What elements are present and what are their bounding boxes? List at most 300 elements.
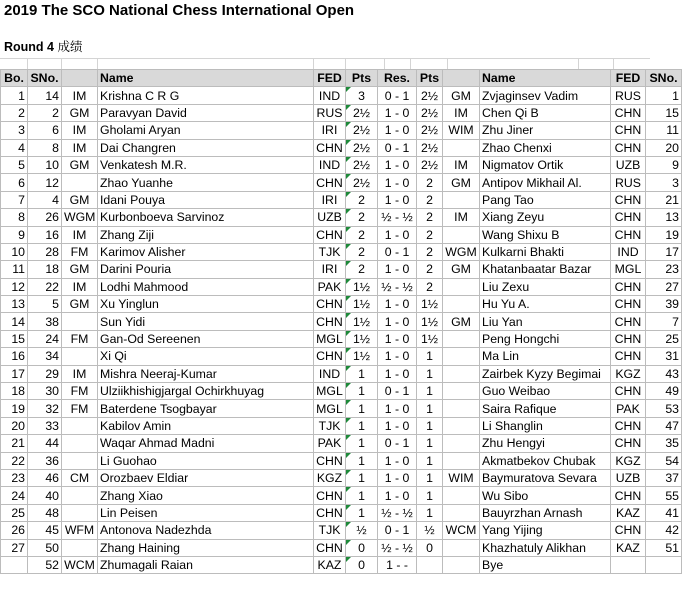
white-title-cell	[62, 504, 98, 521]
black-sno-cell: 9	[646, 156, 682, 173]
white-sno-cell: 46	[28, 469, 62, 486]
col-sno-black: SNo.	[646, 70, 682, 87]
white-name-cell: Antonova Nadezhda	[98, 522, 314, 539]
black-pts-cell	[417, 556, 443, 573]
black-title-cell	[443, 504, 480, 521]
white-name-cell: Ulziikhishigjargal Ochirkhuyag	[98, 383, 314, 400]
result-cell: 1 - 0	[378, 313, 417, 330]
col-title-black	[443, 70, 480, 87]
table-row	[1, 156, 682, 173]
result-cell: 1 - 0	[378, 296, 417, 313]
black-name-cell: Wang Shixu B	[480, 226, 611, 243]
black-name-cell: Li Shanglin	[480, 417, 611, 434]
black-name-cell: Yang Yijing	[480, 522, 611, 539]
white-sno-cell: 4	[28, 191, 62, 208]
black-pts-cell: 1½	[417, 313, 443, 330]
white-title-cell: FM	[62, 243, 98, 260]
black-pts-cell: 1½	[417, 296, 443, 313]
result-cell: ½ - ½	[378, 278, 417, 295]
white-title-cell	[62, 313, 98, 330]
white-fed-cell: TJK	[314, 243, 346, 260]
white-name-cell: Waqar Ahmad Madni	[98, 435, 314, 452]
table-row	[1, 139, 682, 156]
white-name-cell: Baterdene Tsogbayar	[98, 400, 314, 417]
result-cell: 0 - 1	[378, 522, 417, 539]
white-fed-cell: IRI	[314, 122, 346, 139]
white-pts-cell: 1½	[346, 313, 378, 330]
black-name-cell: Xiang Zeyu	[480, 209, 611, 226]
black-title-cell	[443, 191, 480, 208]
white-pts-cell: 0	[346, 556, 378, 573]
black-sno-cell: 23	[646, 261, 682, 278]
black-pts-cell: 2	[417, 226, 443, 243]
white-pts-cell: 1½	[346, 330, 378, 347]
table-row	[1, 87, 682, 104]
black-title-cell: WCM	[443, 522, 480, 539]
table-row	[1, 435, 682, 452]
black-title-cell: WIM	[443, 469, 480, 486]
col-sno-white: SNo.	[28, 70, 62, 87]
white-pts-cell: 3	[346, 87, 378, 104]
white-pts-cell: 1½	[346, 348, 378, 365]
result-cell: 0 - 1	[378, 435, 417, 452]
black-title-cell: GM	[443, 313, 480, 330]
board-number-cell: 16	[1, 348, 28, 365]
white-title-cell: IM	[62, 87, 98, 104]
black-name-cell: Ma Lin	[480, 348, 611, 365]
round-label: Round 4	[4, 40, 54, 54]
black-fed-cell: CHN	[611, 209, 646, 226]
black-pts-cell: 2	[417, 261, 443, 278]
black-sno-cell: 51	[646, 539, 682, 556]
white-pts-cell: 2	[346, 191, 378, 208]
white-fed-cell: RUS	[314, 104, 346, 121]
board-number-cell: 10	[1, 243, 28, 260]
white-name-cell: Darini Pouria	[98, 261, 314, 278]
black-sno-cell: 53	[646, 400, 682, 417]
result-cell: 1 - 0	[378, 156, 417, 173]
board-number-cell: 23	[1, 469, 28, 486]
table-row	[1, 469, 682, 486]
result-cell: 1 - 0	[378, 348, 417, 365]
white-fed-cell: PAK	[314, 278, 346, 295]
white-sno-cell: 44	[28, 435, 62, 452]
black-sno-cell: 1	[646, 87, 682, 104]
white-sno-cell: 14	[28, 87, 62, 104]
black-title-cell	[443, 452, 480, 469]
black-pts-cell: 1	[417, 383, 443, 400]
col-fed-white: FED	[314, 70, 346, 87]
result-cell: 1 - 0	[378, 330, 417, 347]
board-number-cell: 4	[1, 139, 28, 156]
black-pts-cell: 1	[417, 400, 443, 417]
black-name-cell: Zhao Chenxi	[480, 139, 611, 156]
black-name-cell: Kulkarni Bhakti	[480, 243, 611, 260]
white-title-cell: FM	[62, 330, 98, 347]
col-result: Res.	[378, 70, 417, 87]
black-pts-cell: 1	[417, 504, 443, 521]
white-title-cell	[62, 417, 98, 434]
black-fed-cell: KAZ	[611, 539, 646, 556]
pairings-body	[1, 87, 682, 574]
table-row	[1, 417, 682, 434]
black-sno-cell: 20	[646, 139, 682, 156]
black-sno-cell: 41	[646, 504, 682, 521]
white-fed-cell: IND	[314, 156, 346, 173]
result-cell: ½ - ½	[378, 209, 417, 226]
black-name-cell: Zairbek Kyzy Begimai	[480, 365, 611, 382]
board-number-cell: 27	[1, 539, 28, 556]
black-pts-cell: 2½	[417, 122, 443, 139]
result-cell: 1 - 0	[378, 104, 417, 121]
black-name-cell: Akmatbekov Chubak	[480, 452, 611, 469]
black-sno-cell: 17	[646, 243, 682, 260]
white-fed-cell: CHN	[314, 313, 346, 330]
white-name-cell: Gan-Od Sereenen	[98, 330, 314, 347]
black-name-cell: Liu Zexu	[480, 278, 611, 295]
white-name-cell: Orozbaev Eldiar	[98, 469, 314, 486]
result-cell: 1 - 0	[378, 174, 417, 191]
white-sno-cell: 22	[28, 278, 62, 295]
black-pts-cell: 2	[417, 243, 443, 260]
result-cell: ½ - ½	[378, 504, 417, 521]
table-row	[1, 191, 682, 208]
white-sno-cell: 34	[28, 348, 62, 365]
white-name-cell: Lin Peisen	[98, 504, 314, 521]
white-sno-cell: 28	[28, 243, 62, 260]
black-title-cell	[443, 226, 480, 243]
white-name-cell: Li Guohao	[98, 452, 314, 469]
black-pts-cell: 2½	[417, 156, 443, 173]
white-sno-cell: 12	[28, 174, 62, 191]
col-pts-white: Pts	[346, 70, 378, 87]
white-fed-cell: KGZ	[314, 469, 346, 486]
white-title-cell: IM	[62, 278, 98, 295]
black-title-cell: GM	[443, 174, 480, 191]
result-cell: 0 - 1	[378, 383, 417, 400]
black-fed-cell: KGZ	[611, 452, 646, 469]
white-pts-cell: 1	[346, 452, 378, 469]
white-fed-cell: CHN	[314, 452, 346, 469]
result-cell: 1 - 0	[378, 122, 417, 139]
white-pts-cell: 2½	[346, 174, 378, 191]
table-row	[1, 348, 682, 365]
round-suffix: 成绩	[57, 40, 83, 54]
white-sno-cell: 40	[28, 487, 62, 504]
white-name-cell: Paravyan David	[98, 104, 314, 121]
black-fed-cell: RUS	[611, 174, 646, 191]
white-pts-cell: 2	[346, 243, 378, 260]
table-row	[1, 296, 682, 313]
white-fed-cell: MGL	[314, 383, 346, 400]
board-number-cell: 14	[1, 313, 28, 330]
white-sno-cell: 6	[28, 122, 62, 139]
white-title-cell	[62, 174, 98, 191]
table-row	[1, 504, 682, 521]
black-name-cell: Bye	[480, 556, 611, 573]
black-name-cell: Zvjaginsev Vadim	[480, 87, 611, 104]
white-title-cell: IM	[62, 226, 98, 243]
result-cell: 1 - 0	[378, 487, 417, 504]
black-fed-cell: CHN	[611, 104, 646, 121]
black-pts-cell: 2	[417, 278, 443, 295]
table-row	[1, 226, 682, 243]
table-row	[1, 313, 682, 330]
black-sno-cell: 43	[646, 365, 682, 382]
white-name-cell: Lodhi Mahmood	[98, 278, 314, 295]
board-number-cell: 8	[1, 209, 28, 226]
black-fed-cell: CHN	[611, 522, 646, 539]
black-sno-cell: 49	[646, 383, 682, 400]
result-cell: 1 - 0	[378, 261, 417, 278]
black-pts-cell: 1	[417, 487, 443, 504]
black-title-cell	[443, 330, 480, 347]
white-title-cell	[62, 487, 98, 504]
col-name-black: Name	[480, 70, 611, 87]
col-title-white	[62, 70, 98, 87]
board-number-cell: 17	[1, 365, 28, 382]
white-sno-cell: 2	[28, 104, 62, 121]
table-row	[1, 400, 682, 417]
white-fed-cell: CHN	[314, 296, 346, 313]
black-fed-cell: CHN	[611, 348, 646, 365]
white-name-cell: Karimov Alisher	[98, 243, 314, 260]
white-name-cell: Krishna C R G	[98, 87, 314, 104]
black-sno-cell: 27	[646, 278, 682, 295]
white-fed-cell: MGL	[314, 400, 346, 417]
white-title-cell	[62, 452, 98, 469]
white-name-cell: Kurbonboeva Sarvinoz	[98, 209, 314, 226]
board-number-cell: 7	[1, 191, 28, 208]
black-fed-cell: CHN	[611, 417, 646, 434]
black-pts-cell: 2½	[417, 104, 443, 121]
black-title-cell	[443, 435, 480, 452]
black-fed-cell: CHN	[611, 383, 646, 400]
white-name-cell: Venkatesh M.R.	[98, 156, 314, 173]
white-sno-cell: 30	[28, 383, 62, 400]
table-row	[1, 556, 682, 573]
table-row	[1, 539, 682, 556]
white-name-cell: Zhang Xiao	[98, 487, 314, 504]
black-sno-cell: 47	[646, 417, 682, 434]
board-number-cell: 2	[1, 104, 28, 121]
table-row	[1, 104, 682, 121]
black-sno-cell: 35	[646, 435, 682, 452]
result-cell: 0 - 1	[378, 243, 417, 260]
white-title-cell: GM	[62, 191, 98, 208]
white-fed-cell: MGL	[314, 330, 346, 347]
white-sno-cell: 10	[28, 156, 62, 173]
black-fed-cell: CHN	[611, 330, 646, 347]
white-pts-cell: 1	[346, 504, 378, 521]
black-fed-cell: CHN	[611, 191, 646, 208]
black-pts-cell: ½	[417, 522, 443, 539]
board-number-cell: 12	[1, 278, 28, 295]
black-name-cell: Guo Weibao	[480, 383, 611, 400]
black-sno-cell: 54	[646, 452, 682, 469]
white-pts-cell: 1	[346, 487, 378, 504]
result-cell: 1 - 0	[378, 452, 417, 469]
board-number-cell: 19	[1, 400, 28, 417]
black-name-cell: Peng Hongchi	[480, 330, 611, 347]
black-sno-cell: 21	[646, 191, 682, 208]
board-number-cell: 18	[1, 383, 28, 400]
black-title-cell	[443, 417, 480, 434]
white-pts-cell: 1	[346, 435, 378, 452]
white-pts-cell: 0	[346, 539, 378, 556]
black-sno-cell: 55	[646, 487, 682, 504]
black-fed-cell: CHN	[611, 296, 646, 313]
white-pts-cell: 2	[346, 261, 378, 278]
black-fed-cell: RUS	[611, 87, 646, 104]
white-name-cell: Zhao Yuanhe	[98, 174, 314, 191]
black-pts-cell: 2	[417, 209, 443, 226]
black-title-cell: IM	[443, 156, 480, 173]
black-title-cell	[443, 539, 480, 556]
white-fed-cell: IND	[314, 87, 346, 104]
board-number-cell: 1	[1, 87, 28, 104]
table-row	[1, 261, 682, 278]
white-title-cell	[62, 539, 98, 556]
pairings-table	[0, 69, 682, 574]
result-cell: 1 - 0	[378, 400, 417, 417]
black-sno-cell: 39	[646, 296, 682, 313]
white-sno-cell: 50	[28, 539, 62, 556]
page-title: 2019 The SCO National Chess International Open	[4, 2, 355, 19]
white-pts-cell: 2½	[346, 156, 378, 173]
board-number-cell: 5	[1, 156, 28, 173]
black-title-cell: WIM	[443, 122, 480, 139]
white-fed-cell: CHN	[314, 139, 346, 156]
white-sno-cell: 52	[28, 556, 62, 573]
white-pts-cell: 1	[346, 400, 378, 417]
white-title-cell: GM	[62, 156, 98, 173]
white-fed-cell: IRI	[314, 191, 346, 208]
black-title-cell	[443, 383, 480, 400]
white-name-cell: Mishra Neeraj-Kumar	[98, 365, 314, 382]
table-row	[1, 365, 682, 382]
black-sno-cell: 15	[646, 104, 682, 121]
white-title-cell: WGM	[62, 209, 98, 226]
black-name-cell: Nigmatov Ortik	[480, 156, 611, 173]
white-fed-cell: CHN	[314, 487, 346, 504]
board-number-cell: 9	[1, 226, 28, 243]
result-cell: 1 - 0	[378, 191, 417, 208]
black-name-cell: Saira Rafique	[480, 400, 611, 417]
white-name-cell: Idani Pouya	[98, 191, 314, 208]
black-sno-cell: 25	[646, 330, 682, 347]
board-number-cell: 25	[1, 504, 28, 521]
white-pts-cell: 2	[346, 209, 378, 226]
white-pts-cell: 2½	[346, 104, 378, 121]
board-number-cell: 13	[1, 296, 28, 313]
white-fed-cell: CHN	[314, 174, 346, 191]
white-sno-cell: 26	[28, 209, 62, 226]
black-name-cell: Chen Qi B	[480, 104, 611, 121]
white-title-cell: WFM	[62, 522, 98, 539]
white-fed-cell: TJK	[314, 522, 346, 539]
black-fed-cell: KAZ	[611, 504, 646, 521]
white-name-cell: Gholami Aryan	[98, 122, 314, 139]
white-name-cell: Dai Changren	[98, 139, 314, 156]
white-sno-cell: 48	[28, 504, 62, 521]
white-pts-cell: 1	[346, 383, 378, 400]
black-fed-cell: UZB	[611, 469, 646, 486]
black-title-cell: GM	[443, 87, 480, 104]
white-name-cell: Xu Yinglun	[98, 296, 314, 313]
board-number-cell: 6	[1, 174, 28, 191]
black-title-cell: IM	[443, 104, 480, 121]
black-sno-cell: 13	[646, 209, 682, 226]
white-title-cell	[62, 435, 98, 452]
board-number-cell: 21	[1, 435, 28, 452]
col-pts-black: Pts	[417, 70, 443, 87]
white-fed-cell: CHN	[314, 348, 346, 365]
round-heading	[4, 37, 83, 55]
black-title-cell	[443, 296, 480, 313]
white-fed-cell: TJK	[314, 417, 346, 434]
table-row	[1, 209, 682, 226]
black-name-cell: Zhu Hengyi	[480, 435, 611, 452]
black-title-cell	[443, 348, 480, 365]
black-name-cell: Khatanbaatar Bazar	[480, 261, 611, 278]
white-sno-cell: 8	[28, 139, 62, 156]
white-pts-cell: 1	[346, 469, 378, 486]
result-cell: 1 - -	[378, 556, 417, 573]
col-name-white: Name	[98, 70, 314, 87]
white-fed-cell: KAZ	[314, 556, 346, 573]
black-name-cell: Pang Tao	[480, 191, 611, 208]
black-title-cell: GM	[443, 261, 480, 278]
board-number-cell: 15	[1, 330, 28, 347]
black-fed-cell: CHN	[611, 122, 646, 139]
black-title-cell	[443, 556, 480, 573]
white-sno-cell: 32	[28, 400, 62, 417]
black-pts-cell: 2½	[417, 139, 443, 156]
black-pts-cell: 1	[417, 435, 443, 452]
white-title-cell: GM	[62, 261, 98, 278]
white-pts-cell: 1½	[346, 278, 378, 295]
black-pts-cell: 1	[417, 452, 443, 469]
white-sno-cell: 36	[28, 452, 62, 469]
white-fed-cell: PAK	[314, 435, 346, 452]
white-title-cell: FM	[62, 400, 98, 417]
white-title-cell: FM	[62, 383, 98, 400]
result-cell: 1 - 0	[378, 226, 417, 243]
table-row	[1, 122, 682, 139]
board-number-cell: 11	[1, 261, 28, 278]
black-title-cell	[443, 278, 480, 295]
board-number-cell: 3	[1, 122, 28, 139]
board-number-cell: 20	[1, 417, 28, 434]
black-pts-cell: 2	[417, 191, 443, 208]
black-fed-cell: CHN	[611, 278, 646, 295]
black-pts-cell: 1½	[417, 330, 443, 347]
table-row	[1, 487, 682, 504]
board-number-cell	[1, 556, 28, 573]
black-fed-cell: CHN	[611, 226, 646, 243]
table-row	[1, 452, 682, 469]
header-row	[1, 70, 682, 87]
white-name-cell: Xi Qi	[98, 348, 314, 365]
white-fed-cell: IRI	[314, 261, 346, 278]
white-sno-cell: 5	[28, 296, 62, 313]
black-sno-cell	[646, 556, 682, 573]
white-title-cell	[62, 348, 98, 365]
black-sno-cell: 7	[646, 313, 682, 330]
white-sno-cell: 33	[28, 417, 62, 434]
black-pts-cell: 2	[417, 174, 443, 191]
